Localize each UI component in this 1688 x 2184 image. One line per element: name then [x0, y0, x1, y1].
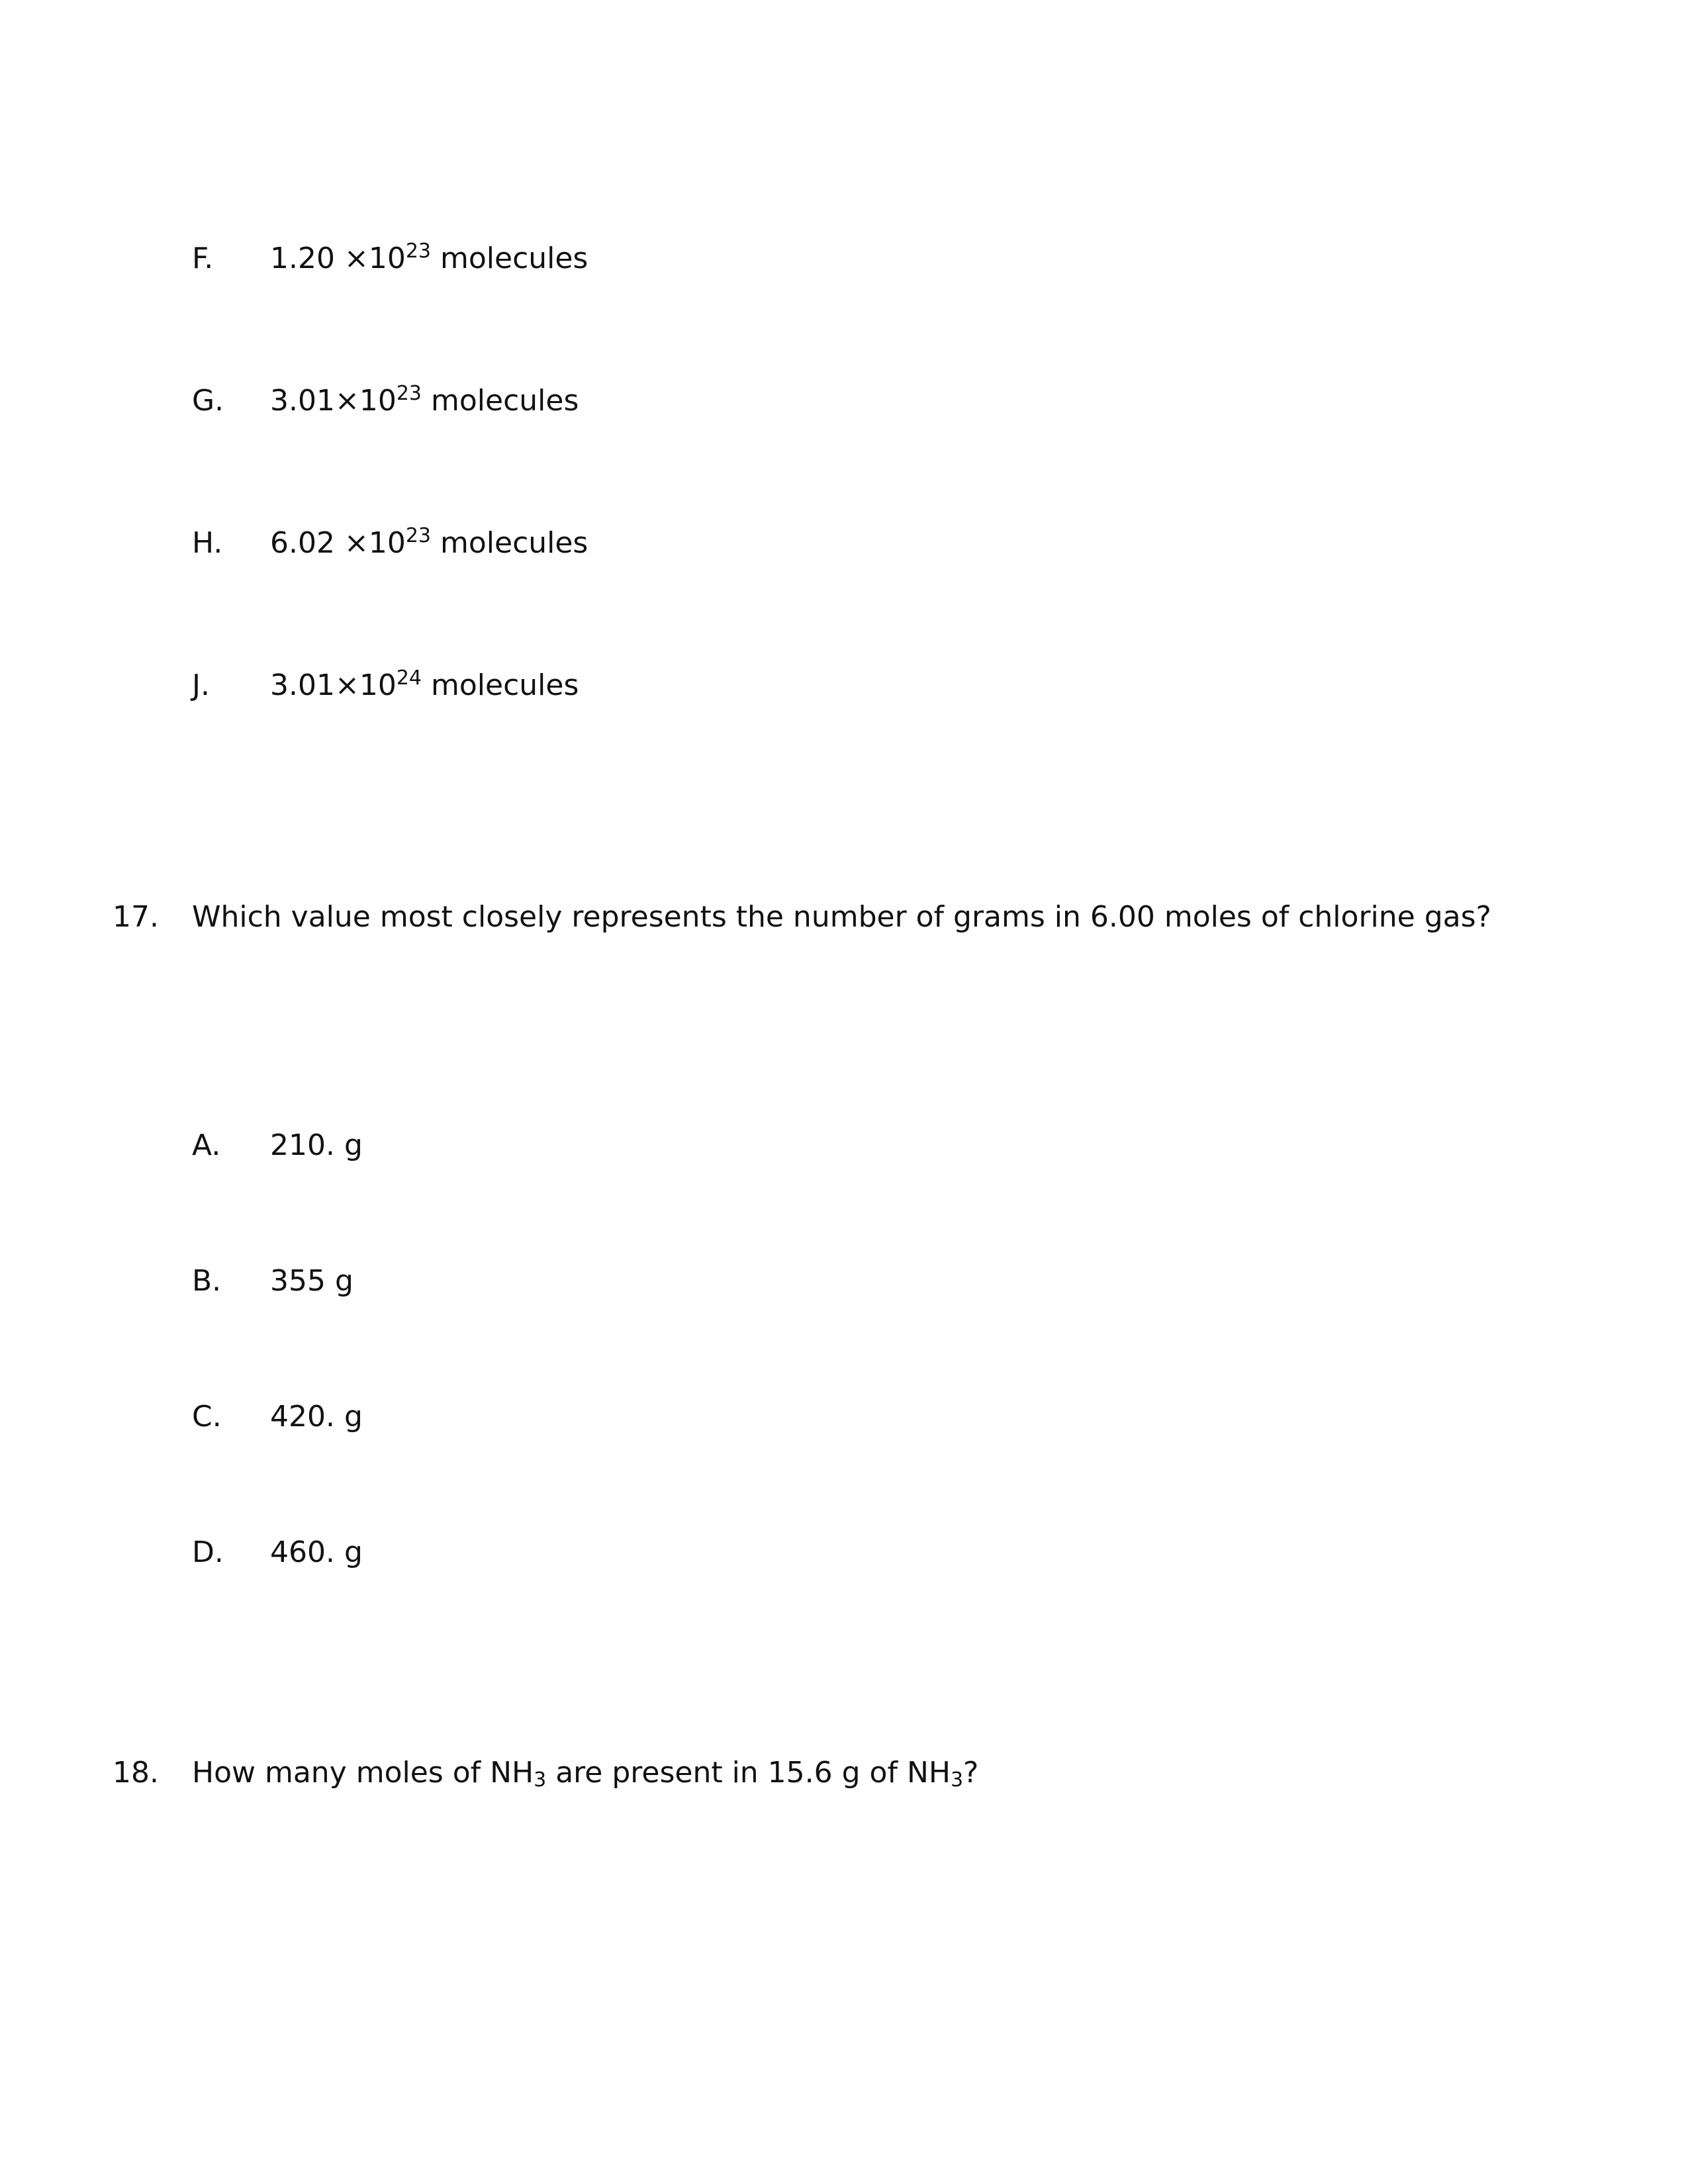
choice-text: 210. g [270, 1128, 363, 1162]
exponent: 23 [405, 240, 431, 263]
choice-letter: C. [192, 1400, 222, 1433]
exponent: 23 [396, 382, 422, 405]
question-text: Which value most closely represents the number of grams in 6.00 moles of chlorine gas? [192, 900, 1491, 934]
choice-text: 355 g [270, 1264, 353, 1298]
choice-letter: A. [192, 1128, 221, 1162]
question-number: 17. [113, 900, 159, 934]
exponent: 24 [396, 666, 422, 690]
exponent: 23 [405, 524, 431, 547]
choice-text: 460. g [270, 1535, 363, 1569]
choice-letter: H. [192, 526, 223, 560]
choice-letter: G. [192, 384, 224, 418]
choice-letter: F. [192, 242, 214, 275]
choice-letter: J. [192, 668, 210, 702]
subscript: 3 [950, 1768, 964, 1792]
question-number: 18. [113, 1756, 159, 1790]
choice-text: 420. g [270, 1400, 363, 1433]
choice-text: $1.20 \times 10^{23}$ molecules [270, 240, 588, 275]
choice-text: $3.01\times 10^{24}$ molecules [270, 666, 579, 702]
choice-letter: D. [192, 1535, 224, 1569]
choice-text: $6.02 \times 10^{23}$ molecules [270, 524, 588, 560]
choice-text: $3.01\times 10^{23}$ molecules [270, 382, 579, 418]
subscript: 3 [534, 1768, 547, 1792]
choice-letter: B. [192, 1264, 222, 1298]
question-text: How many moles of $NH_3$ are present in 15.6 g of $NH_3$? [192, 1756, 979, 1792]
